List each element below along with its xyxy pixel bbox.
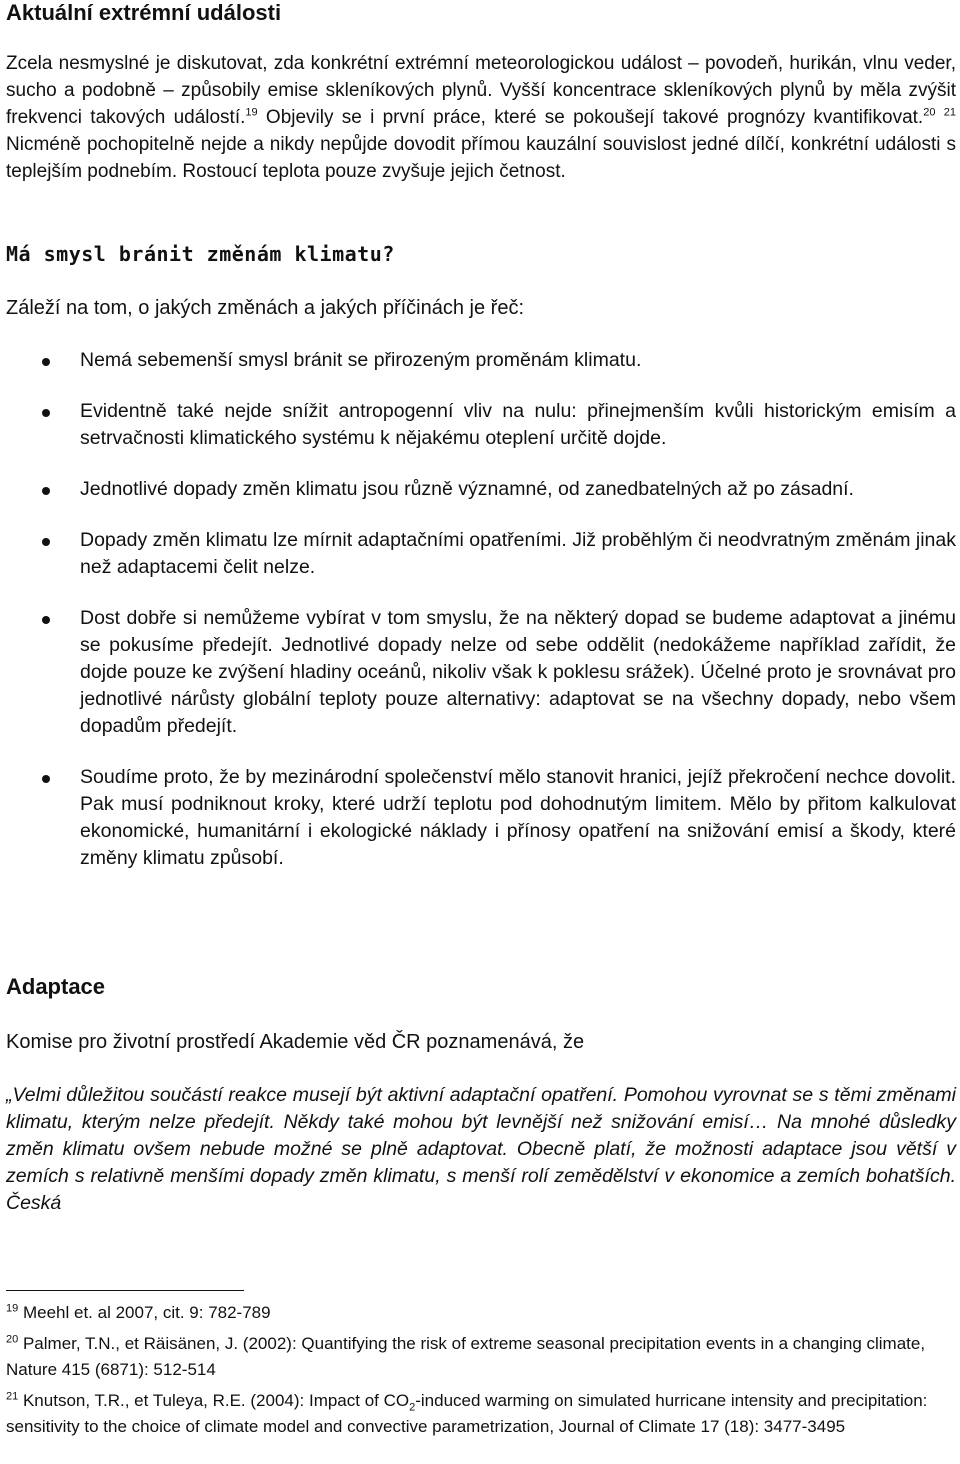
co2-subscript: 2 xyxy=(409,1401,416,1414)
footnote-ref-19[interactable]: 19 xyxy=(245,106,258,119)
footnote-ref-21[interactable]: 21 xyxy=(943,106,956,119)
argument-list xyxy=(6,347,956,872)
list-item: Jednotlivé dopady změn klimatu jsou různě významné, od zanedbatelných až po zásadní. xyxy=(6,476,956,503)
bullet-icon xyxy=(42,775,50,783)
bullet-icon xyxy=(42,358,50,366)
footnote-divider xyxy=(6,1290,244,1291)
heading-extreme-events: Aktuální extrémní události xyxy=(6,0,282,25)
list-item: Dopady změn klimatu lze mírnit adaptačními opatřeními. Již proběhlým či neodvratným změnám jinak než adaptacemi čelit nelze. xyxy=(6,527,956,581)
lead-sentence: Záleží na tom, o jakých změnách a jakých příčinách je řeč: xyxy=(6,297,525,319)
bullet-icon xyxy=(42,409,50,417)
bullet-icon xyxy=(42,487,50,495)
footnote-19: $^{19}$ Meehl et. al 2007, cit. 9: 782-789 xyxy=(6,1302,271,1322)
intro-text-3: Nicméně pochopitelně nejde a nikdy nepůjde dovodit přímou kauzální souvislost jedné dílčí, konkrétní události s teplejším podnebím. Rostoucí teplota pouze zvyšuje jejich četnost. xyxy=(6,134,956,182)
footnote-number: 20 xyxy=(6,1333,19,1346)
footnote-number: 19 xyxy=(6,1302,19,1315)
footnote-ref-20[interactable]: 20 xyxy=(923,106,936,119)
intro-paragraph xyxy=(6,50,956,185)
heading-adaptace: Adaptace xyxy=(6,974,106,999)
list-item: Nemá sebemenší smysl bránit se přirozeným proměnám klimatu. xyxy=(6,347,956,374)
list-item: Dost dobře si nemůžeme vybírat v tom smyslu, že na některý dopad se budeme adaptovat a jinému se pokusíme předejít. Jednotlivé dopady nelze od sebe oddělit (nedokážeme například zařídit, že dojde pouze ke zvýšení hladiny oceánů, nikoliv však k poklesu srážek). Účelné proto je srovnávat pro jednotlivé nárůsty globální teploty pouze alternativy: adaptovat se na všechny dopady, nebo všem dopadům předejít. xyxy=(6,605,956,740)
intro-text-1: Zcela nesmyslné je diskutovat, zda konkrétní extrémní meteorologickou událost – povodeň, hurikán, vlnu veder, sucho a podobně – způsobily emise skleníkových plynů. Vyšší koncentrace skleníkových plynů by měla zvýšit frekvenci takových událostí. xyxy=(6,53,956,128)
commission-sentence: Komise pro životní prostředí Akademie věd ČR poznamenává, že xyxy=(6,1031,585,1053)
footnote-21: $^{21}$ Knutson, T.R., et Tuleya, R.E. (2004): Impact of $CO_2$-induced warming on simulated hurricane intensity and precipitation: sensitivity to the choice of climate model and convective parametrization, Journal of Climate 17 (18): 3477-3495 xyxy=(6,1390,928,1436)
footnote-20: $^{20}$ Palmer, T.N., et Räisänen, J. (2002): Quantifying the risk of extreme seasonal precipitation events in a changing climate, Nature 415 (6871): 512-514 xyxy=(6,1333,926,1379)
bullet-icon xyxy=(42,538,50,546)
intro-text-2: Objevily se i první práce, které se pokoušejí takové prognózy kvantifikovat. xyxy=(257,107,924,128)
heading-question: Má smysl bránit změnám klimatu? xyxy=(6,242,395,266)
bullet-icon xyxy=(42,616,50,624)
list-item: Evidentně také nejde snížit antropogenní vliv na nulu: přinejmenším kvůli historickým emisím a setrvačnosti klimatického systému k nějakému oteplení určitě dojde. xyxy=(6,398,956,452)
academy-quote: „Velmi důležitou součástí reakce musejí být aktivní adaptační opatření. Pomohou vyrovnat se s těmi změnami klimatu, kterým nelze předejít. Někdy také mohou být levnější než snižování emisí… Na mnohé důsledky změn klimatu ovšem nebude možné se plně adaptovat. Obecně platí, že možnosti adaptace jsou větší v zemích s relativně menšími dopady změn klimatu, s menší rolí zemědělství v ekonomice a zemích bohatších. Česká xyxy=(6,1084,956,1214)
list-item: Soudíme proto, že by mezinárodní společenství mělo stanovit hranici, jejíž překročení nechce dovolit. Pak musí podniknout kroky, které udrží teplotu pod dohodnutým limitem. Mělo by přitom kalkulovat ekonomické, humanitární i ekologické náklady i přínosy opatření na snižování emisí a škody, které změny klimatu způsobí. xyxy=(6,764,956,872)
footnote-number: 21 xyxy=(6,1390,19,1403)
